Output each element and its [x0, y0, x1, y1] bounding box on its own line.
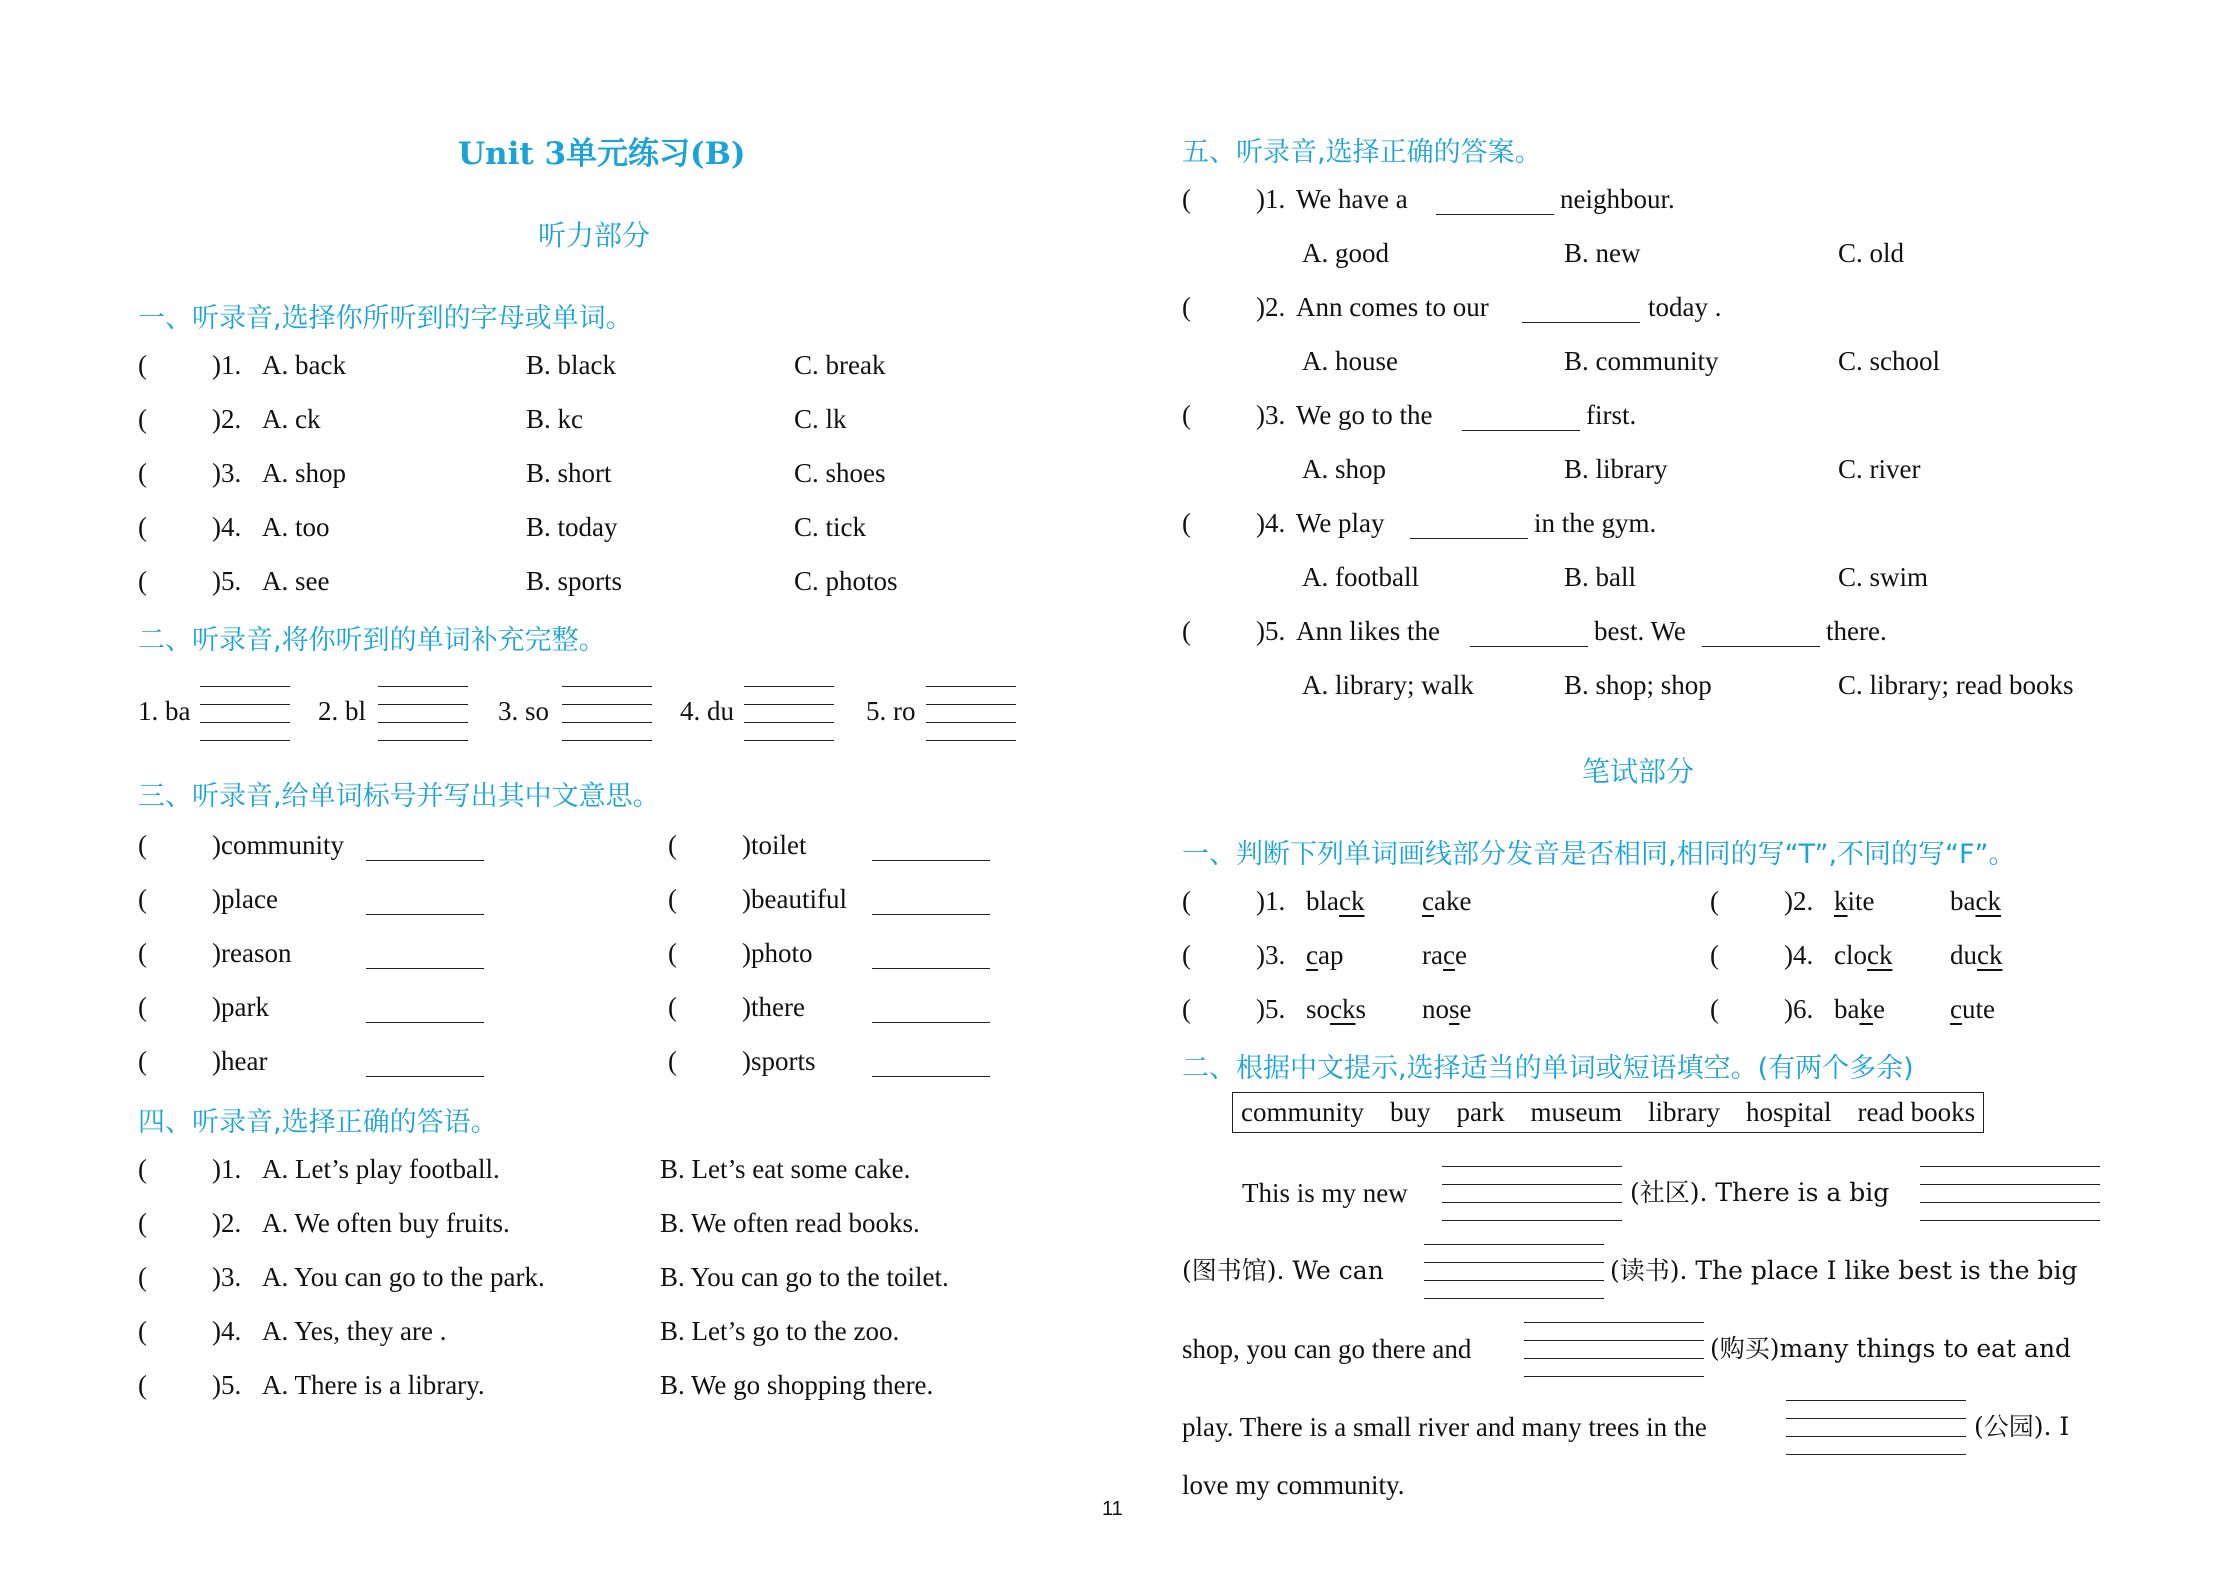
s3-word: photo — [751, 938, 813, 968]
s5-option-c: C. swim — [1838, 562, 1929, 592]
paren-close: ) — [212, 512, 221, 542]
s4-item-number — [212, 1262, 241, 1292]
section2-heading: 二、听录音,将你听到的单词补充完整。 — [138, 625, 606, 656]
word-bank-item: hospital — [1745, 1097, 1832, 1127]
s3-meaning-blank[interactable] — [366, 892, 484, 915]
w1-word — [1950, 994, 1995, 1024]
s4-answer-paren-open[interactable]: ( — [138, 1154, 147, 1184]
paren-close: ) — [1256, 508, 1265, 538]
w1-answer-paren-open[interactable]: ( — [1710, 886, 1719, 916]
s3-word-right: )there — [742, 992, 805, 1022]
s3-number-paren-open[interactable]: ( — [668, 884, 677, 914]
paren-close: ) — [212, 1154, 221, 1184]
s3-word: sports — [751, 1046, 816, 1076]
item-number: 5. — [221, 566, 242, 596]
s1-option-b: B. black — [526, 350, 616, 380]
s3-word: park — [221, 992, 269, 1022]
s2-letter-blank[interactable] — [200, 686, 290, 740]
s3-meaning-blank[interactable] — [366, 838, 484, 861]
w1-word — [1306, 940, 1343, 970]
w1-word — [1422, 886, 1471, 916]
item-number: 4. — [221, 512, 242, 542]
s1-option-b: B. today — [526, 512, 618, 542]
s5-sentence-end: today . — [1648, 292, 1722, 322]
paren-close: ) — [212, 1316, 221, 1346]
s3-meaning-blank[interactable] — [872, 1054, 990, 1077]
underlined-letters: ck — [1977, 940, 2003, 970]
w1-answer-paren-open[interactable]: ( — [1182, 940, 1191, 970]
item-number: 4. — [1265, 508, 1286, 538]
s3-number-paren-open[interactable]: ( — [138, 938, 147, 968]
paren-close: ) — [1784, 940, 1793, 970]
underlined-letters: ck — [1867, 940, 1893, 970]
s3-word-right: )toilet — [742, 830, 807, 860]
s5-item-number — [1256, 292, 1285, 322]
s2-letter-blank[interactable] — [744, 686, 834, 740]
item-number: 5. — [1265, 994, 1286, 1024]
answer-blank-community[interactable] — [1442, 1166, 1622, 1222]
s4-option-a: A. There is a library. — [262, 1370, 485, 1400]
s5-option-b: B. library — [1564, 454, 1668, 484]
s4-answer-paren-open[interactable]: ( — [138, 1316, 147, 1346]
item-number: 4. — [1793, 940, 1814, 970]
w1-word — [1422, 940, 1467, 970]
item-number: 3. — [1265, 400, 1286, 430]
w1-word — [1422, 994, 1472, 1024]
word-part: s — [1355, 994, 1367, 1024]
s5-sentence-end: neighbour. — [1560, 184, 1675, 214]
s3-meaning-blank[interactable] — [872, 892, 990, 915]
s2-word-stem: 3. so — [498, 696, 550, 726]
s3-number-paren-open[interactable]: ( — [668, 1046, 677, 1076]
w1-item-number — [1784, 886, 1813, 916]
w1-answer-paren-open[interactable]: ( — [1182, 994, 1191, 1024]
w1-item-number — [1256, 994, 1285, 1024]
item-number: 5. — [1265, 616, 1286, 646]
writing-part-heading: 笔试部分 — [1582, 755, 1695, 788]
s5-option-a: A. house — [1302, 346, 1398, 376]
paren-close: ) — [1256, 184, 1265, 214]
s5-option-c: C. library; read books — [1838, 670, 2074, 700]
s1-option-a: A. see — [262, 566, 330, 596]
s5-sentence-end: there. — [1826, 616, 1887, 646]
word-part: e — [1454, 940, 1467, 970]
s4-answer-paren-open[interactable]: ( — [138, 1370, 147, 1400]
s4-option-b: B. Let’s eat some cake. — [660, 1154, 911, 1184]
word-part: ra — [1422, 940, 1443, 970]
s1-option-c: C. shoes — [794, 458, 886, 488]
s5-option-a: A. shop — [1302, 454, 1387, 484]
writing2-heading: 二、根据中文提示,选择适当的单词或短语填空。(有两个多余) — [1182, 1053, 1914, 1084]
s2-letter-blank[interactable] — [562, 686, 652, 740]
s4-option-a: A. Let’s play football. — [262, 1154, 500, 1184]
s4-option-b: B. You can go to the toilet. — [660, 1262, 949, 1292]
s1-item-number — [212, 404, 241, 434]
item-number: 1. — [221, 350, 242, 380]
s4-option-b: B. We often read books. — [660, 1208, 920, 1238]
underlined-letters: c — [1950, 994, 1962, 1024]
s3-word-right: )sports — [742, 1046, 816, 1076]
paren-close: ) — [212, 1262, 221, 1292]
writing1-heading: 一、判断下列单词画线部分发音是否相同,相同的写“T”,不同的写“F”。 — [1182, 839, 2016, 870]
s5-sentence-end: first. — [1586, 400, 1637, 430]
w1-answer-paren-open[interactable]: ( — [1710, 994, 1719, 1024]
item-number: 3. — [221, 1262, 242, 1292]
item-number: 5. — [221, 1370, 242, 1400]
s5-sentence-start: We have a — [1296, 184, 1408, 214]
s4-item-number — [212, 1208, 241, 1238]
s1-answer-paren-open[interactable]: ( — [138, 458, 147, 488]
page-number: 11 — [1102, 1498, 1123, 1520]
paren-close: ) — [212, 566, 221, 596]
underlined-letters: ck — [1975, 886, 2001, 916]
s5-item-number — [1256, 184, 1285, 214]
passage-line2-start: (图书馆). We can — [1182, 1256, 1384, 1285]
s3-meaning-blank[interactable] — [366, 1054, 484, 1077]
s5-option-b: B. new — [1564, 238, 1641, 268]
underlined-letters: s — [1449, 994, 1460, 1024]
s5-item-number — [1256, 400, 1285, 430]
s3-word: toilet — [751, 830, 807, 860]
word-part: ake — [1433, 886, 1472, 916]
s4-item-number — [212, 1316, 241, 1346]
s1-option-b: B. short — [526, 458, 612, 488]
s3-word-left: )place — [212, 884, 278, 914]
s5-option-a: A. library; walk — [1302, 670, 1474, 700]
item-number: 1. — [221, 1154, 242, 1184]
s5-sentence-end: in the gym. — [1534, 508, 1657, 538]
s5-option-c: C. river — [1838, 454, 1921, 484]
word-part: ap — [1317, 940, 1344, 970]
s1-option-a: A. back — [262, 350, 346, 380]
s1-option-a: A. too — [262, 512, 330, 542]
s4-option-b: B. Let’s go to the zoo. — [660, 1316, 900, 1346]
word-part: ite — [1847, 886, 1875, 916]
w1-answer-paren-open[interactable]: ( — [1710, 940, 1719, 970]
underlined-letters: c — [1442, 940, 1455, 970]
s3-number-paren-open[interactable]: ( — [138, 1046, 147, 1076]
paren-close: ) — [1256, 400, 1265, 430]
s2-letter-blank[interactable] — [378, 686, 468, 740]
word-bank-item: library — [1647, 1097, 1720, 1127]
passage-line4-start: play. There is a small river and many trees in the — [1182, 1412, 1707, 1442]
s5-item-number — [1256, 508, 1285, 538]
s5-sentence-blank — [1702, 624, 1820, 647]
paren-close: ) — [1256, 940, 1265, 970]
s5-sentence-blank — [1522, 300, 1640, 323]
s5-option-c: C. school — [1838, 346, 1941, 376]
section4-heading: 四、听录音,选择正确的答语。 — [138, 1107, 498, 1138]
item-number: 2. — [221, 1208, 242, 1238]
s3-word: hear — [221, 1046, 268, 1076]
s1-item-number — [212, 566, 241, 596]
s1-item-number — [212, 458, 241, 488]
passage-line3-start: shop, you can go there and — [1182, 1334, 1472, 1364]
s5-sentence-blank — [1436, 192, 1554, 215]
s1-item-number — [212, 350, 241, 380]
word-bank-item: read books — [1857, 1097, 1976, 1127]
paren-close: ) — [212, 404, 221, 434]
underlined-letters: c — [1422, 886, 1434, 916]
s3-number-paren-open[interactable]: ( — [138, 992, 147, 1022]
word-part: no — [1422, 994, 1449, 1024]
listening-part-heading: 听力部分 — [538, 219, 651, 252]
s3-word: beautiful — [751, 884, 847, 914]
s1-answer-paren-open[interactable]: ( — [138, 350, 147, 380]
paren-close: ) — [1256, 886, 1265, 916]
paren-close: ) — [212, 1370, 221, 1400]
word-bank — [1232, 1092, 1984, 1133]
s4-answer-paren-open[interactable]: ( — [138, 1208, 147, 1238]
s1-answer-paren-open[interactable]: ( — [138, 404, 147, 434]
answer-blank-park[interactable] — [1786, 1400, 1966, 1456]
s1-option-c: C. photos — [794, 566, 898, 596]
passage-line1-start: This is my new — [1242, 1178, 1408, 1208]
s4-item-number — [212, 1154, 241, 1184]
s5-sentence-start: We go to the — [1296, 400, 1433, 430]
w1-word — [1950, 940, 2002, 970]
s4-option-a: A. Yes, they are . — [262, 1316, 447, 1346]
s4-option-a: A. We often buy fruits. — [262, 1208, 510, 1238]
w1-item-number — [1256, 886, 1285, 916]
underlined-letters: k — [1859, 994, 1873, 1024]
s5-sentence-blank — [1470, 624, 1588, 647]
s5-answer-paren-open[interactable]: ( — [1182, 184, 1191, 214]
s5-answer-paren-open[interactable]: ( — [1182, 508, 1191, 538]
s5-sentence-blank — [1410, 516, 1528, 539]
word-bank-item: community — [1241, 1097, 1364, 1127]
word-part: ute — [1961, 994, 1995, 1024]
word-part: bla — [1306, 886, 1339, 916]
w1-answer-paren-open[interactable]: ( — [1182, 886, 1191, 916]
s3-meaning-blank[interactable] — [872, 838, 990, 861]
paren-close: ) — [212, 458, 221, 488]
s5-option-b: B. ball — [1564, 562, 1636, 592]
s3-word: reason — [221, 938, 292, 968]
s3-word: there — [751, 992, 805, 1022]
s3-word: community — [221, 830, 344, 860]
s2-letter-blank[interactable] — [926, 686, 1016, 740]
s3-word-left: )park — [212, 992, 269, 1022]
word-bank-item: park — [1456, 1097, 1505, 1127]
s5-option-b: B. shop; shop — [1564, 670, 1712, 700]
s1-option-a: A. ck — [262, 404, 321, 434]
s5-sentence-start: We play — [1296, 508, 1385, 538]
paren-close: ) — [212, 1208, 221, 1238]
item-number: 2. — [1265, 292, 1286, 322]
w1-word — [1834, 994, 1885, 1024]
s3-word-left: )reason — [212, 938, 292, 968]
word-part: e — [1872, 994, 1885, 1024]
s4-item-number — [212, 1370, 241, 1400]
s3-word-right: )photo — [742, 938, 813, 968]
w1-word — [1950, 886, 2001, 916]
s5-sentence-blank — [1462, 408, 1580, 431]
s1-option-c: C. break — [794, 350, 886, 380]
s1-option-c: C. lk — [794, 404, 847, 434]
s2-word-stem: 1. ba — [138, 696, 191, 726]
s4-option-a: A. You can go to the park. — [262, 1262, 545, 1292]
word-part: clo — [1834, 940, 1867, 970]
word-part: ba — [1950, 886, 1976, 916]
s3-meaning-blank[interactable] — [366, 1000, 484, 1023]
s4-option-b: B. We go shopping there. — [660, 1370, 934, 1400]
s3-word-left: )community — [212, 830, 344, 860]
word-part: so — [1306, 994, 1331, 1024]
s2-word-stem: 4. du — [680, 696, 734, 726]
paren-close: ) — [1256, 616, 1265, 646]
s3-number-paren-open[interactable]: ( — [138, 830, 147, 860]
s5-sentence-start: Ann comes to our — [1296, 292, 1489, 322]
s3-meaning-blank[interactable] — [872, 946, 990, 969]
paren-close: ) — [1256, 994, 1265, 1024]
s5-answer-paren-open[interactable]: ( — [1182, 400, 1191, 430]
underlined-letters: ck — [1330, 994, 1356, 1024]
s3-number-paren-open[interactable]: ( — [668, 992, 677, 1022]
section3-heading: 三、听录音,给单词标号并写出其中文意思。 — [138, 781, 660, 812]
s5-option-c: C. old — [1838, 238, 1905, 268]
passage-line4-end: (公园). I — [1974, 1412, 2070, 1441]
s5-item-number — [1256, 616, 1285, 646]
passage-line2-end: (读书). The place I like best is the big — [1610, 1256, 2078, 1285]
s3-meaning-blank[interactable] — [872, 1000, 990, 1023]
s3-word: place — [221, 884, 278, 914]
answer-blank-library[interactable] — [1920, 1166, 2100, 1222]
w1-word — [1834, 940, 1892, 970]
s2-word-stem: 5. ro — [866, 696, 916, 726]
w1-word — [1834, 886, 1875, 916]
item-number: 1. — [1265, 886, 1286, 916]
s5-answer-paren-open[interactable]: ( — [1182, 616, 1191, 646]
s3-word-right: )beautiful — [742, 884, 847, 914]
s3-number-paren-open[interactable]: ( — [668, 938, 677, 968]
word-bank-item: museum — [1530, 1097, 1622, 1127]
s1-option-b: B. sports — [526, 566, 623, 596]
passage-line5: love my community. — [1182, 1470, 1405, 1500]
underlined-letters: c — [1306, 940, 1318, 970]
s3-number-paren-open[interactable]: ( — [138, 884, 147, 914]
s5-sentence-start: Ann likes the — [1296, 616, 1440, 646]
item-number: 2. — [1793, 886, 1814, 916]
item-number: 3. — [1265, 940, 1286, 970]
passage-line1-end: (社区). There is a big — [1630, 1178, 1890, 1207]
s3-number-paren-open[interactable]: ( — [668, 830, 677, 860]
word-part: ba — [1834, 994, 1860, 1024]
s5-option-a: A. good — [1302, 238, 1389, 268]
word-bank-item: buy — [1390, 1097, 1431, 1127]
s1-item-number — [212, 512, 241, 542]
item-number: 4. — [221, 1316, 242, 1346]
w1-item-number — [1784, 940, 1813, 970]
item-number: 3. — [221, 458, 242, 488]
s3-word-left: )hear — [212, 1046, 268, 1076]
s4-answer-paren-open[interactable]: ( — [138, 1262, 147, 1292]
answer-blank-buy[interactable] — [1524, 1322, 1704, 1378]
section5-heading: 五、听录音,选择正确的答案。 — [1182, 137, 1542, 168]
item-number: 2. — [221, 404, 242, 434]
s5-option-b: B. community — [1564, 346, 1719, 376]
item-number: 6. — [1793, 994, 1814, 1024]
w1-word — [1306, 994, 1366, 1024]
underlined-letters: k — [1834, 886, 1848, 916]
s1-option-a: A. shop — [262, 458, 347, 488]
paren-close: ) — [1784, 994, 1793, 1024]
s5-option-a: A. football — [1302, 562, 1419, 592]
answer-blank-read-books[interactable] — [1424, 1244, 1604, 1300]
w1-item-number — [1256, 940, 1285, 970]
s5-sentence-mid: best. We — [1594, 616, 1686, 646]
paren-close: ) — [212, 350, 221, 380]
underlined-letters: ck — [1339, 886, 1365, 916]
word-part: du — [1950, 940, 1977, 970]
s1-answer-paren-open[interactable]: ( — [138, 566, 147, 596]
s1-answer-paren-open[interactable]: ( — [138, 512, 147, 542]
w1-item-number — [1784, 994, 1813, 1024]
paren-close: ) — [1784, 886, 1793, 916]
word-part: e — [1459, 994, 1472, 1024]
passage-line3-end: (购买)many things to eat and — [1710, 1334, 2072, 1363]
s2-word-stem: 2. bl — [318, 696, 367, 726]
page-title: Unit 3单元练习(B) — [458, 136, 746, 172]
s1-option-b: B. kc — [526, 404, 583, 434]
w1-word — [1306, 886, 1364, 916]
paren-close: ) — [1256, 292, 1265, 322]
item-number: 1. — [1265, 184, 1286, 214]
s5-answer-paren-open[interactable]: ( — [1182, 292, 1191, 322]
s3-meaning-blank[interactable] — [366, 946, 484, 969]
section1-heading: 一、听录音,选择你所听到的字母或单词。 — [138, 303, 633, 334]
s1-option-c: C. tick — [794, 512, 866, 542]
